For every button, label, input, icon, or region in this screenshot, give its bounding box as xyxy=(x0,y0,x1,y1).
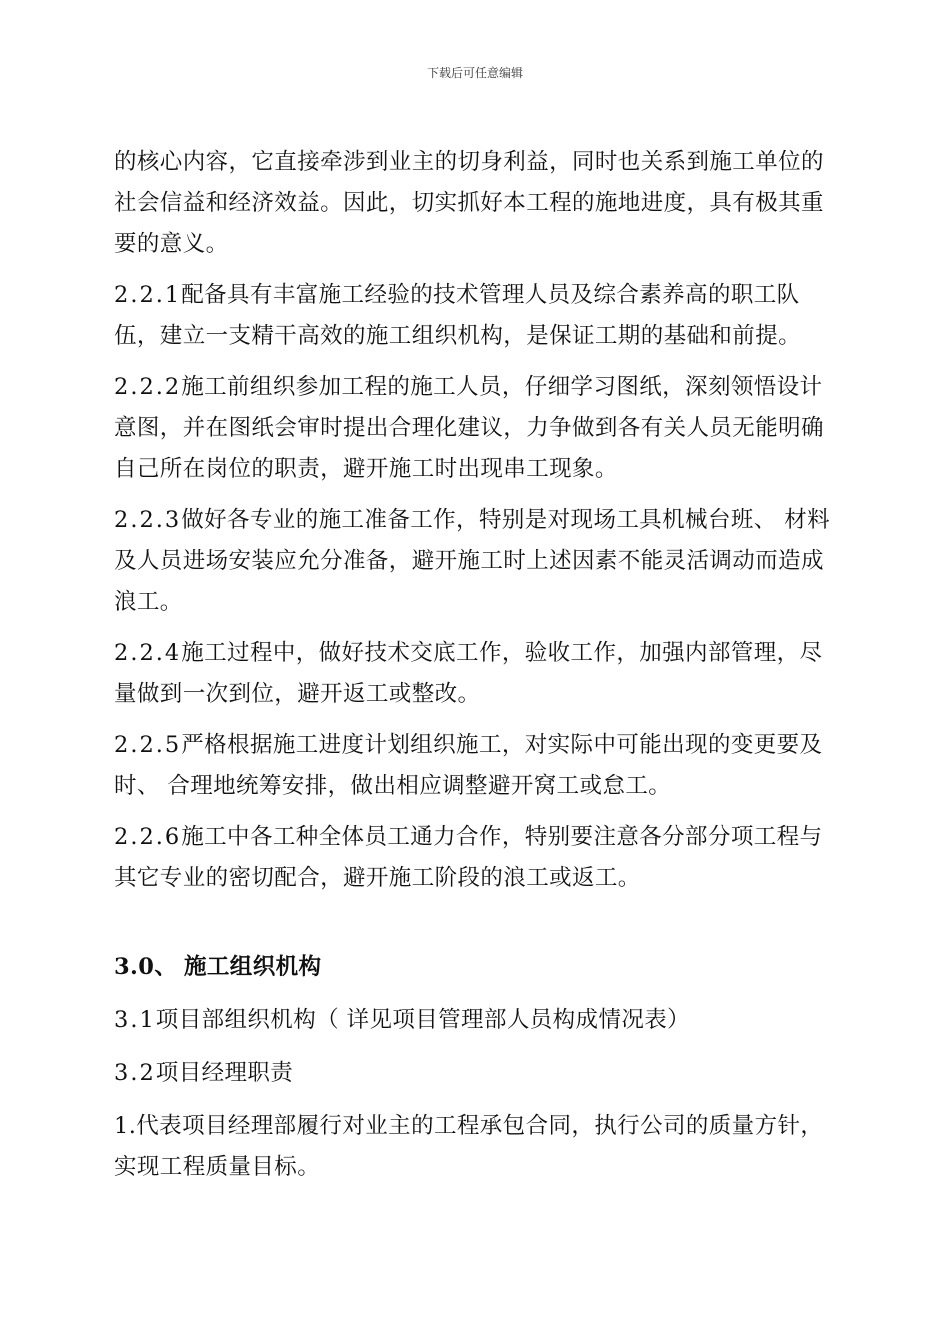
item-number: 3.2 xyxy=(114,1060,156,1086)
paragraph-text: 严格根据施工进度计划组织施工，对实际中可能出现的变更要及时、 合理地统筹安排，做出相应调整避开窝工或怠工。 xyxy=(114,732,823,799)
paragraph-number: 2.2.6 xyxy=(114,824,182,850)
paragraph-2-2-2 xyxy=(114,367,840,490)
paragraph-number: 2.2.3 xyxy=(114,507,182,533)
paragraph-number: 2.2.2 xyxy=(114,374,182,400)
item-text: 项目部组织机构（ 详见项目管理部人员构成情况表） xyxy=(155,1007,691,1033)
page-header: 下载后可任意编辑 xyxy=(426,66,523,80)
paragraph-2-2-5 xyxy=(114,725,840,807)
section-number: 3.0、 xyxy=(114,954,178,980)
item-text: 代表项目经理部履行对业主的工程承包合同，执行公司的质量方针，实现工程质量目标。 xyxy=(114,1113,824,1180)
paragraph-2-2-6 xyxy=(114,817,840,899)
paragraph-number: 2.2.1 xyxy=(114,282,182,308)
paragraph-text: 配备具有丰富施工经验的技术管理人员及综合素养高的职工队伍，建立一支精干高效的施工组织机构，是保证工期的基础和前提。 xyxy=(114,282,802,349)
paragraph-2-2-1 xyxy=(114,275,840,357)
document-body xyxy=(114,142,840,1188)
duty-item-1 xyxy=(114,1106,840,1188)
section-heading xyxy=(114,947,840,988)
paragraph-2-2-3 xyxy=(114,500,840,623)
item-text: 项目经理职责 xyxy=(155,1060,294,1086)
paragraph-number: 2.2.4 xyxy=(114,640,182,666)
item-number: 1. xyxy=(114,1113,137,1139)
paragraph-text: 施工前组织参加工程的施工人员，仔细学习图纸，深刻领悟设计意图，并在图纸会审时提出合理化建议，力争做到各有关人员无能明确自己所在岗位的职责，避开施工时出现串工现象。 xyxy=(114,374,824,482)
section-title: 施工组织机构 xyxy=(184,954,322,980)
paragraph-text: 施工中各工种全体员工通力合作，特别要注意各分部分项工程与其它专业的密切配合，避开施工阶段的浪工或返工。 xyxy=(114,824,823,891)
item-3-1 xyxy=(114,1000,840,1041)
paragraph-number: 2.2.5 xyxy=(114,732,182,758)
paragraph-2-2-4 xyxy=(114,633,840,715)
paragraph-text: 施工过程中，做好技术交底工作，验收工作，加强内部管理，尽量做到一次到位，避开返工或整改。 xyxy=(114,640,823,707)
paragraph-intro: 的核心内容，它直接牵涉到业主的切身利益，同时也关系到施工单位的社会信益和经济效益。因此，切实抓好本工程的施地进度，具有极其重要的意义。 xyxy=(114,149,824,257)
item-3-2 xyxy=(114,1053,840,1094)
paragraph-text: 做好各专业的施工准备工作，特别是对现场工具机械台班、 材料及人员进场安装应允分准备，避开施工时上述因素不能灵活调动而造成浪工。 xyxy=(114,507,831,615)
item-number: 3.1 xyxy=(114,1007,156,1033)
